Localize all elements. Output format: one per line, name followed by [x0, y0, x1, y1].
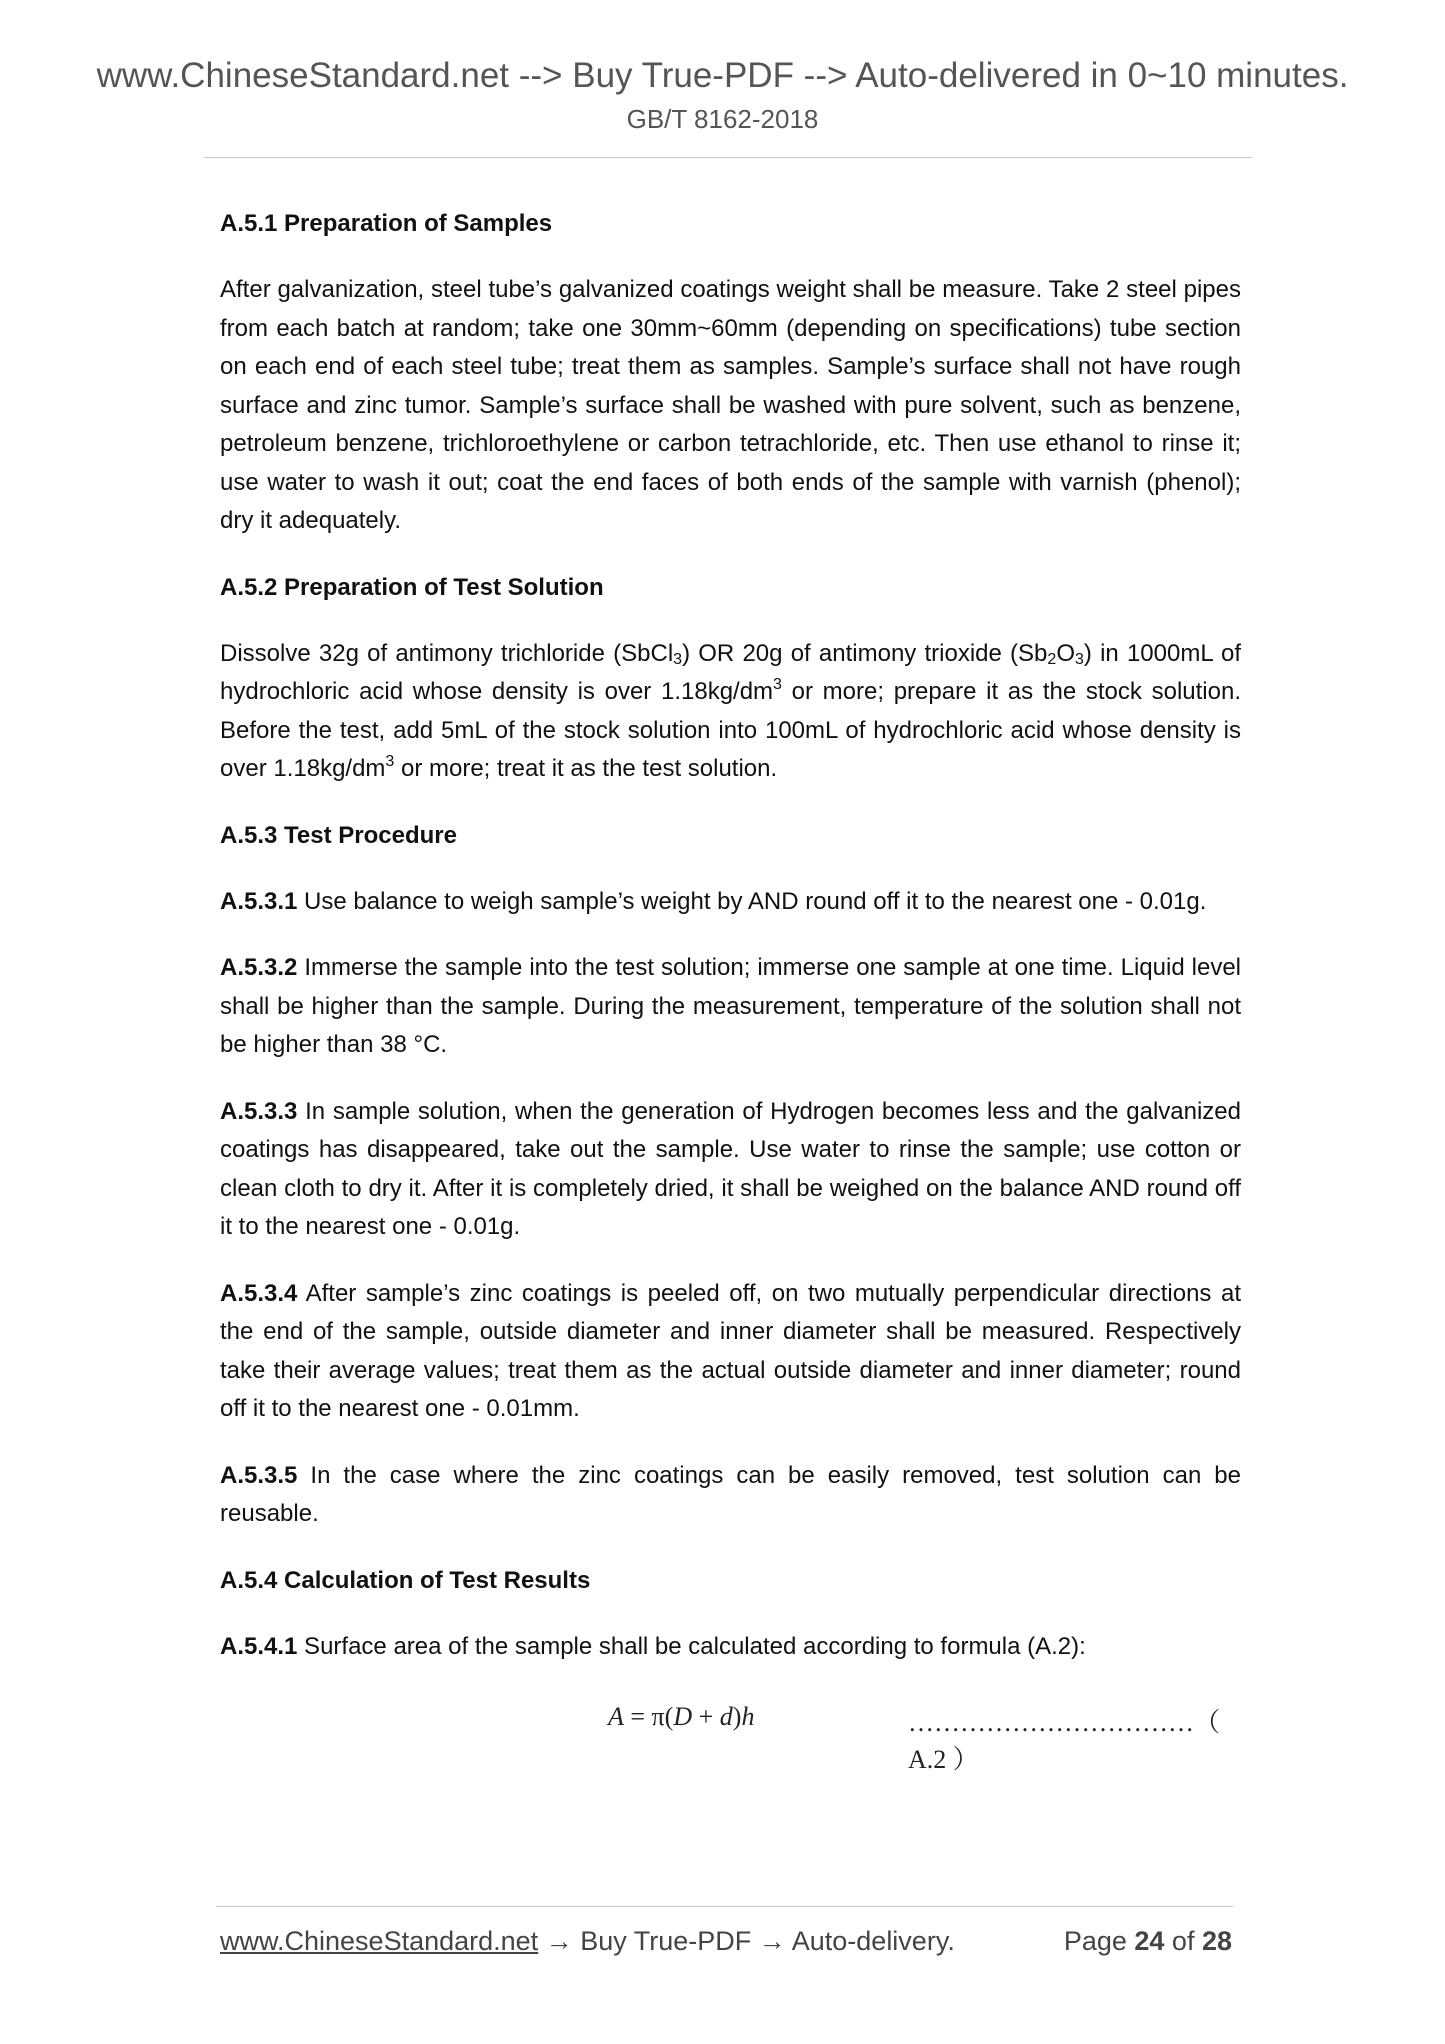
heading-a51: A.5.1 Preparation of Samples — [220, 210, 553, 237]
paragraph-a533 — [220, 1093, 1241, 1247]
paragraph-a531 — [220, 883, 1241, 922]
formula-part: = π( — [623, 1702, 674, 1731]
text: or more; prepare it as the stock solution. Before the test, add 5mL of the stock solution into 100mL of hydrochloric acid whose density is over 1.18kg/dm — [220, 678, 1241, 782]
paragraph-a51: After galvanization, steel tube’s galvanized coatings weight shall be measure. Take 2 steel pipes from each batch at random; take one 30mm~60mm (depending on specifications) tube section on each end of each steel tube; treat them as samples. Sample’s surface shall not have rough surface and zinc tumor. Sample’s surface shall be washed with pure solvent, such as benzene, petroleum benzene, trichloroethylene or carbon tetrachloride, etc. Then use ethanol to rinse it; use water to wash it out; coat the end faces of both ends of the sample with varnish (phenol); dry it adequately. — [220, 276, 1241, 534]
paragraph-a535 — [220, 1457, 1241, 1534]
of-word: of — [1164, 1926, 1202, 1956]
var-inner-diameter: d — [719, 1702, 733, 1731]
clause-text: Surface area of the sample shall be calculated according to formula (A.2): — [297, 1632, 1086, 1660]
var-outer-diameter: D — [673, 1702, 693, 1731]
formula-part: + — [692, 1702, 720, 1731]
text: ) in 1000mL of hydrochloric acid whose density is over 1.18kg/dm — [220, 639, 1242, 705]
footer-link[interactable]: www.ChineseStandard.net — [220, 1926, 539, 1956]
clause-text: In the case where the zinc coatings can be easily removed, test solution can be reusable. — [220, 1461, 1241, 1527]
document-body — [220, 205, 1242, 1774]
header-banner: www.ChineseStandard.net --> Buy True-PDF --> Auto-delivered in 0~10 minutes. — [96, 56, 1349, 95]
clause-label: A.5.3.5 — [220, 1461, 298, 1489]
footer-left — [220, 1926, 955, 1957]
standard-number: GB/T 8162-2018 — [626, 104, 819, 134]
paragraph-a52 — [220, 635, 1241, 789]
text: O — [1056, 639, 1075, 667]
clause-text: In sample solution, when the generation of Hydrogen becomes less and the galvanized coatings has disappeared, take out the sample. Use water to rinse the sample; use cotton or clean cloth to dry it. After it is completely dried, it shall be weighed on the balance AND round off it to the nearest one - 0.01g. — [220, 1097, 1241, 1240]
clause-label: A.5.3.2 — [220, 954, 298, 981]
heading-a52: A.5.2 Preparation of Test Solution — [220, 573, 604, 601]
clause-text: After sample’s zinc coatings is peeled off, on two mutually perpendicular directions at the end of the sample, outside diameter and inner diameter shall be measured. Respectively take their average values; treat them as the actual outside diameter and inner diameter; round off it to the nearest one - 0.01mm. — [220, 1279, 1241, 1422]
clause-label: A.5.3.3 — [220, 1097, 298, 1125]
page-total: 28 — [1201, 1926, 1232, 1956]
text: Dissolve 32g of antimony trichloride (SbCl — [220, 639, 674, 667]
header-divider — [204, 157, 1252, 158]
subscript: 2 — [1047, 650, 1057, 668]
paragraph-a534 — [220, 1275, 1241, 1429]
text: or more; treat it as the test solution. — [394, 755, 778, 782]
subscript: 3 — [1074, 650, 1084, 668]
paragraph-a541 — [220, 1628, 1241, 1667]
page-indicator — [1064, 1926, 1232, 1957]
formula-expression — [608, 1702, 754, 1732]
formula-part: ) — [732, 1702, 742, 1731]
clause-text: Immerse the sample into the test solution; immerse one sample at one time. Liquid level shall be higher than the sample. During the measurement, temperature of the solution shall not be higher than 38 °C. — [220, 954, 1241, 1058]
clause-label: A.5.3.4 — [220, 1279, 298, 1307]
formula-number: ……………………………（ A.2 ） — [908, 1708, 1221, 1774]
heading-a53: A.5.3 Test Procedure — [220, 821, 457, 849]
subscript: 3 — [673, 650, 683, 668]
superscript: 3 — [385, 753, 395, 770]
text: ) OR 20g of antimony trioxide (Sb — [682, 639, 1048, 667]
clause-label: A.5.3.1 — [220, 887, 298, 915]
footer-divider — [216, 1906, 1233, 1907]
page-number: 24 — [1134, 1926, 1165, 1956]
page-word: Page — [1063, 1926, 1135, 1956]
var-height: h — [741, 1702, 755, 1731]
footer-text: → Buy True-PDF → Auto-delivery. — [538, 1926, 955, 1956]
clause-text: Use balance to weigh sample’s weight by AND round off it to the nearest one - 0.01g. — [297, 887, 1207, 915]
heading-a54: A.5.4 Calculation of Test Results — [220, 1566, 591, 1594]
superscript: 3 — [773, 676, 782, 693]
formula-a2 — [220, 1694, 1241, 1774]
paragraph-a532 — [220, 949, 1241, 1065]
var-a: A — [608, 1702, 624, 1731]
clause-label: A.5.4.1 — [220, 1632, 298, 1660]
